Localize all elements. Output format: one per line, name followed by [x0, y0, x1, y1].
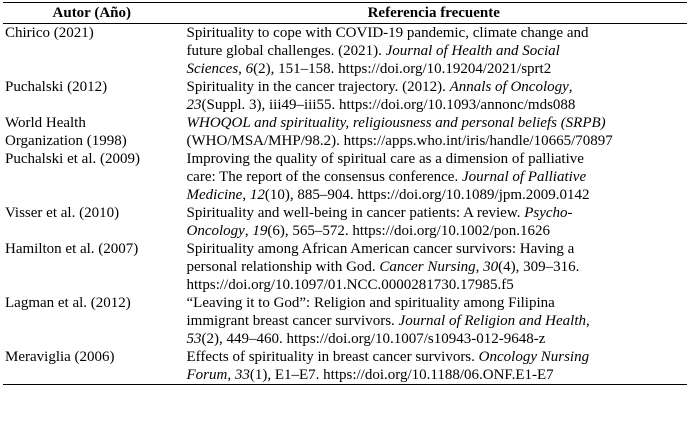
text-segment: Improving the quality of spiritual care as a dimension of palliative — [186, 151, 584, 167]
table-row — [3, 204, 687, 240]
reference-cell — [181, 204, 687, 240]
italic-segment: 53 — [186, 331, 202, 347]
table-row — [3, 114, 687, 150]
header-reference: Referencia frecuente — [181, 3, 687, 24]
author-line: Meraviglia (2006) — [5, 349, 115, 365]
italic-segment: WHOQOL and spirituality, religiousness and personal beliefs (SRPB) — [186, 115, 606, 131]
reference-cell — [181, 348, 687, 385]
author-line: Visser et al. (2010) — [5, 205, 120, 221]
italic-segment: Journal of Health and Social — [385, 43, 560, 59]
reference-line — [187, 42, 685, 60]
italic-segment: 6 — [245, 61, 254, 77]
header-row — [3, 3, 687, 24]
text-segment: Spirituality in the cancer trajectory. (2012). — [186, 79, 450, 95]
reference-line — [187, 222, 685, 240]
table-row — [3, 24, 687, 79]
text-segment: Spirituality and well-being in cancer patients: A review. — [186, 205, 525, 221]
reference-line — [187, 168, 685, 186]
table-row — [3, 294, 687, 348]
text-segment: (WHO/MSA/MHP/98.2). https://apps.who.int/iris/handle/10665/70897 — [186, 133, 613, 149]
italic-segment: Psycho- — [524, 205, 573, 221]
text-segment: immigrant breast cancer survivors. — [186, 313, 399, 329]
reference-line — [187, 60, 685, 78]
reference-line — [187, 348, 685, 366]
italic-segment: Medicine — [186, 187, 243, 203]
reference-line — [187, 114, 685, 132]
reference-line — [187, 330, 685, 348]
author-line: Organization (1998) — [5, 133, 127, 149]
text-segment: (Suppl. 3), iii49–iii55. https://doi.org/10.1093/annonc/mds088 — [201, 97, 576, 113]
reference-line — [187, 258, 685, 276]
author-line: Puchalski (2012) — [5, 79, 108, 95]
italic-segment: 12 — [249, 187, 265, 203]
author-line: Lagman et al. (2012) — [5, 295, 131, 311]
italic-segment: Forum — [186, 367, 228, 383]
table-row — [3, 240, 687, 294]
references-table — [3, 2, 687, 385]
reference-cell — [181, 78, 687, 114]
text-segment: Spirituality to cope with COVID-19 pandemic, climate change and — [186, 25, 589, 41]
italic-segment: Oncology — [186, 223, 245, 239]
text-segment: , — [244, 223, 253, 239]
reference-line — [187, 132, 685, 150]
table-row — [3, 150, 687, 204]
reference-line — [187, 312, 685, 330]
table-body — [3, 24, 687, 385]
text-segment: https://doi.org/10.1097/01.NCC.0000281730.17985.f5 — [186, 277, 514, 293]
reference-cell — [181, 114, 687, 150]
text-segment: (6), 565–572. https://doi.org/10.1002/pon.1626 — [267, 223, 550, 239]
reference-line — [187, 294, 685, 312]
italic-segment: 30 — [483, 259, 499, 275]
table-row — [3, 348, 687, 385]
text-segment: , — [227, 367, 235, 383]
text-segment: (2), 449–460. https://doi.org/10.1007/s10943-012-9648-z — [201, 331, 546, 347]
italic-segment: Annals of Oncology — [449, 79, 569, 95]
reference-line — [187, 366, 685, 384]
text-segment: , — [242, 187, 250, 203]
reference-line — [187, 78, 685, 96]
reference-cell — [181, 240, 687, 294]
reference-line — [187, 276, 685, 294]
author-cell — [3, 348, 181, 385]
author-cell — [3, 24, 181, 79]
author-cell — [3, 204, 181, 240]
text-segment: , — [475, 259, 484, 275]
reference-line — [187, 186, 685, 204]
text-segment: (2), 151–158. https://doi.org/10.19204/2021/sprt2 — [253, 61, 552, 77]
reference-line — [187, 24, 685, 42]
author-line: World Health — [5, 115, 86, 131]
text-segment: “Leaving it to God”: Religion and spirituality among Filipina — [186, 295, 555, 311]
author-line: Hamilton et al. (2007) — [5, 241, 139, 257]
text-segment: (1), E1–E7. https://doi.org/10.1188/06.ONF.E1-E7 — [249, 367, 554, 383]
reference-cell — [181, 24, 687, 79]
reference-cell — [181, 294, 687, 348]
header-author: Autor (Año) — [3, 3, 181, 24]
text-segment: Effects of spirituality in breast cancer survivors. — [186, 349, 479, 365]
italic-segment: 23 — [186, 97, 202, 113]
text-segment: (10), 885–904. https://doi.org/10.1089/jpm.2009.0142 — [264, 187, 590, 203]
text-segment: care: The report of the consensus conference. — [186, 169, 462, 185]
text-segment: personal relationship with God. — [186, 259, 380, 275]
author-cell — [3, 150, 181, 204]
reference-line — [187, 150, 685, 168]
italic-segment: Journal of Religion and Health — [398, 313, 587, 329]
italic-segment: 33 — [234, 367, 250, 383]
author-cell — [3, 294, 181, 348]
author-cell — [3, 240, 181, 294]
italic-segment: Cancer Nursing — [379, 259, 476, 275]
text-segment: , — [568, 79, 573, 95]
italic-segment: 19 — [252, 223, 268, 239]
author-cell — [3, 78, 181, 114]
text-segment: (4), 309–316. — [498, 259, 580, 275]
reference-line — [187, 204, 685, 222]
table-row — [3, 78, 687, 114]
text-segment: , — [586, 313, 590, 329]
italic-segment: Sciences — [186, 61, 239, 77]
text-segment: future global challenges. (2021). — [186, 43, 386, 59]
reference-line — [187, 96, 685, 114]
italic-segment: Oncology Nursing — [478, 349, 590, 365]
italic-segment: Journal of Palliative — [461, 169, 587, 185]
author-line: Chirico (2021) — [5, 25, 94, 41]
author-line: Puchalski et al. (2009) — [5, 151, 140, 167]
text-segment: , — [238, 61, 246, 77]
reference-cell — [181, 150, 687, 204]
reference-line — [187, 240, 685, 258]
text-segment: Spirituality among African American cancer survivors: Having a — [186, 241, 575, 257]
author-cell — [3, 114, 181, 150]
